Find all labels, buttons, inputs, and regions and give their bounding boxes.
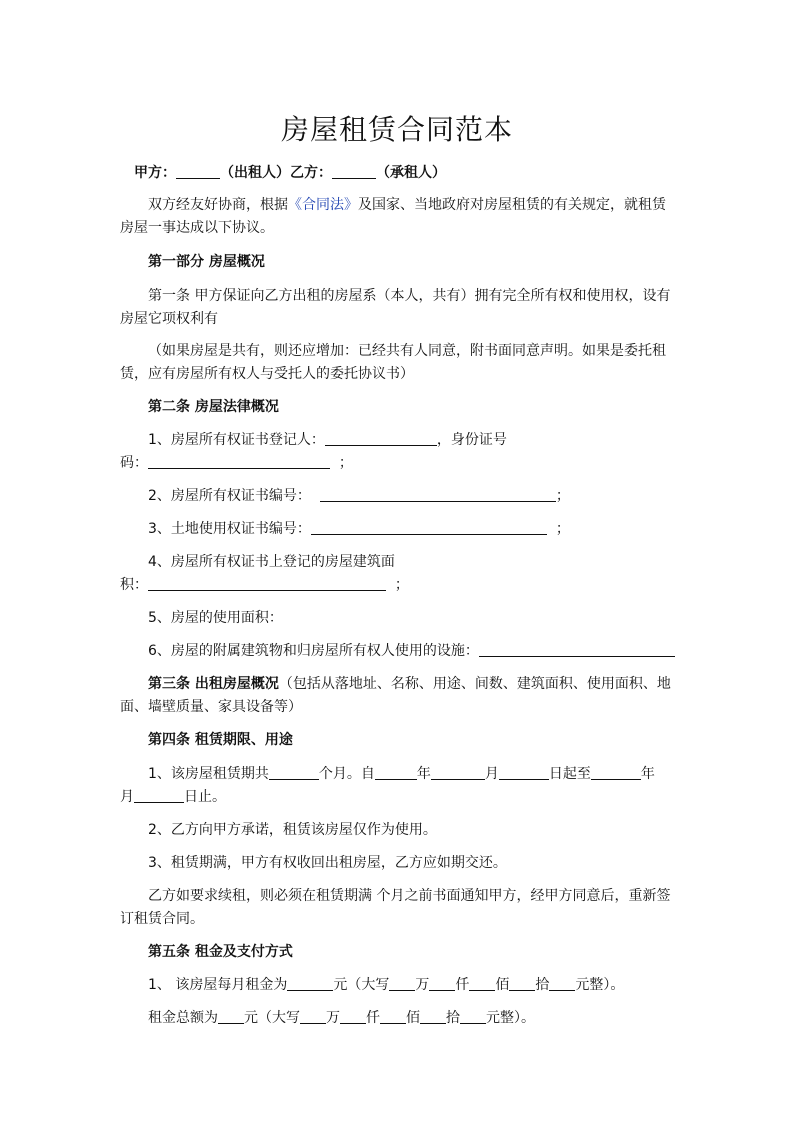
yuan-zheng-label: 元整）。 — [486, 1010, 535, 1026]
art5-p1 — [120, 975, 680, 995]
party-a-blank — [176, 164, 220, 179]
art2-item1-line2 — [120, 453, 680, 473]
art4-p3: 3、租赁期满，甲方有权收回出租房屋，乙方应如期交还。 — [148, 855, 507, 871]
land-cert-blank — [311, 520, 547, 535]
bai-label: 佰 — [406, 1010, 420, 1026]
shi-label: 拾 — [535, 977, 550, 993]
month-label: 月 — [484, 766, 499, 782]
art2-item3 — [120, 519, 680, 539]
art2-item5: 5、房屋的使用面积： — [148, 610, 283, 626]
intro-paragraph-line1 — [120, 195, 680, 215]
bai-blank — [380, 1009, 406, 1024]
shi-blank — [420, 1009, 446, 1024]
semicolon: ； — [338, 455, 353, 471]
parties-line — [134, 163, 694, 183]
yuan-label: 元 — [333, 977, 348, 993]
art2-item6 — [120, 641, 680, 661]
note-line2: 赁，应有房屋所有权人与受托人的委托协议书） — [120, 366, 414, 382]
bai-blank — [469, 976, 495, 991]
start-year-blank — [375, 765, 417, 780]
item6-label: 6、房屋的附属建筑物和归房屋所有权人使用的设施： — [148, 643, 479, 659]
capital-label: （大写 — [347, 977, 390, 993]
capital-label: （大写 — [258, 1010, 300, 1026]
article2-heading: 第二条 房屋法律概况 — [148, 399, 279, 415]
party-b-blank — [332, 164, 376, 179]
qian-label: 仟 — [455, 977, 470, 993]
year-label: 年 — [640, 766, 655, 782]
art4-p1-line1 — [120, 764, 680, 784]
semicolon: ； — [394, 577, 409, 593]
yuan-unit-blank — [460, 1009, 486, 1024]
party-b-role: （承租人） — [376, 165, 446, 181]
yuan-label: 元 — [244, 1010, 258, 1026]
document-title: 房屋租赁合同范本 — [280, 113, 513, 146]
semicolon: ； — [555, 488, 570, 504]
art2-item1-line1 — [120, 430, 680, 450]
intro-text: 双方经友好协商，根据 — [148, 197, 288, 213]
id-number-label: ，身份证号 — [436, 432, 507, 448]
month-label: 月 — [120, 789, 134, 805]
year-label: 年 — [416, 766, 431, 782]
bai-label: 佰 — [495, 977, 510, 993]
article1-line1: 第一条 甲方保证向乙方出租的房屋系（本人，共有）拥有完全所有权和使用权，设有 — [148, 288, 671, 304]
yuan-zheng-label: 元整）。 — [575, 977, 625, 993]
area-label: 积： — [120, 577, 148, 593]
qian-blank — [429, 976, 455, 991]
art4-p1-line2 — [120, 787, 680, 807]
article5-heading: 第五条 租金及支付方式 — [148, 944, 293, 960]
end-year-blank — [591, 765, 641, 780]
qian-label: 仟 — [366, 1010, 380, 1026]
total-rent-label: 租金总额为 — [148, 1010, 218, 1026]
yuan-unit-blank — [549, 976, 575, 991]
intro-text-cont: 及国家、当地政府对房屋租赁的有关规定，就租赁 — [358, 197, 666, 213]
start-month-blank — [431, 765, 485, 780]
monthly-rent-label: 1、 该房屋每月租金为 — [148, 977, 288, 993]
party-a-role: （出租人） — [220, 165, 290, 181]
wan-blank — [300, 1009, 326, 1024]
until-label: 日起至 — [548, 766, 591, 782]
months-blank — [269, 765, 319, 780]
wan-blank — [389, 976, 415, 991]
wan-label: 万 — [326, 1010, 340, 1026]
item1-label: 1、房屋所有权证书登记人： — [148, 432, 325, 448]
article3-line2: 面、墙壁质量、家具设备等） — [120, 699, 302, 715]
art2-item4-line1: 4、房屋所有权证书上登记的房屋建筑面 — [148, 554, 395, 570]
ownership-cert-blank — [320, 487, 556, 502]
start-day-blank — [499, 765, 549, 780]
registrant-blank — [325, 431, 437, 446]
item3-label: 3、土地使用权证书编号： — [148, 521, 311, 537]
months-from-label: 个月。自 — [318, 766, 375, 782]
part1-heading: 第一部分 房屋概况 — [148, 254, 265, 270]
article3-heading: 第三条 出租房屋概况 — [148, 676, 279, 692]
end-day-label: 日止。 — [184, 789, 226, 805]
id-code-label: 码： — [120, 455, 148, 471]
art2-item2 — [120, 486, 680, 506]
article1-line2: 房屋它项权利有 — [120, 311, 218, 327]
wan-label: 万 — [415, 977, 430, 993]
article3-line1 — [120, 674, 680, 694]
facilities-blank — [479, 642, 675, 657]
item2-label: 2、房屋所有权证书编号： — [148, 488, 311, 504]
monthly-rent-blank — [287, 976, 333, 991]
note-line1: （如果房屋是共有，则还应增加：已经共有人同意，附书面同意声明。如果是委托租 — [148, 343, 666, 359]
shi-blank — [509, 976, 535, 991]
intro-paragraph-line2: 房屋一事达成以下协议。 — [120, 220, 274, 236]
semicolon: ； — [555, 521, 570, 537]
shi-label: 拾 — [446, 1010, 460, 1026]
total-rent-blank — [218, 1009, 244, 1024]
art4-p4-line1: 乙方如要求续租，则必须在租赁期满 个月之前书面通知甲方，经甲方同意后，重新签 — [148, 888, 671, 904]
id-number-blank — [148, 454, 330, 469]
article3-text: （包括从落地址、名称、用途、间数、建筑面积、使用面积、地 — [278, 676, 671, 692]
art4-p2: 2、乙方向甲方承诺，租赁该房屋仅作为使用。 — [148, 822, 437, 838]
contract-law-link[interactable]: 《合同法》 — [288, 197, 358, 213]
art2-item4-line2 — [120, 575, 680, 595]
art4-p4-line2: 订租赁合同。 — [120, 911, 204, 927]
building-area-blank — [148, 576, 386, 591]
party-b-label: 乙方： — [290, 165, 332, 181]
party-a-label: 甲方： — [134, 165, 176, 181]
qian-blank — [340, 1009, 366, 1024]
article4-heading: 第四条 租赁期限、用途 — [148, 732, 293, 748]
lease-term-label: 1、该房屋租赁期共 — [148, 766, 269, 782]
end-month-blank — [134, 788, 184, 803]
art5-p2 — [120, 1008, 680, 1028]
